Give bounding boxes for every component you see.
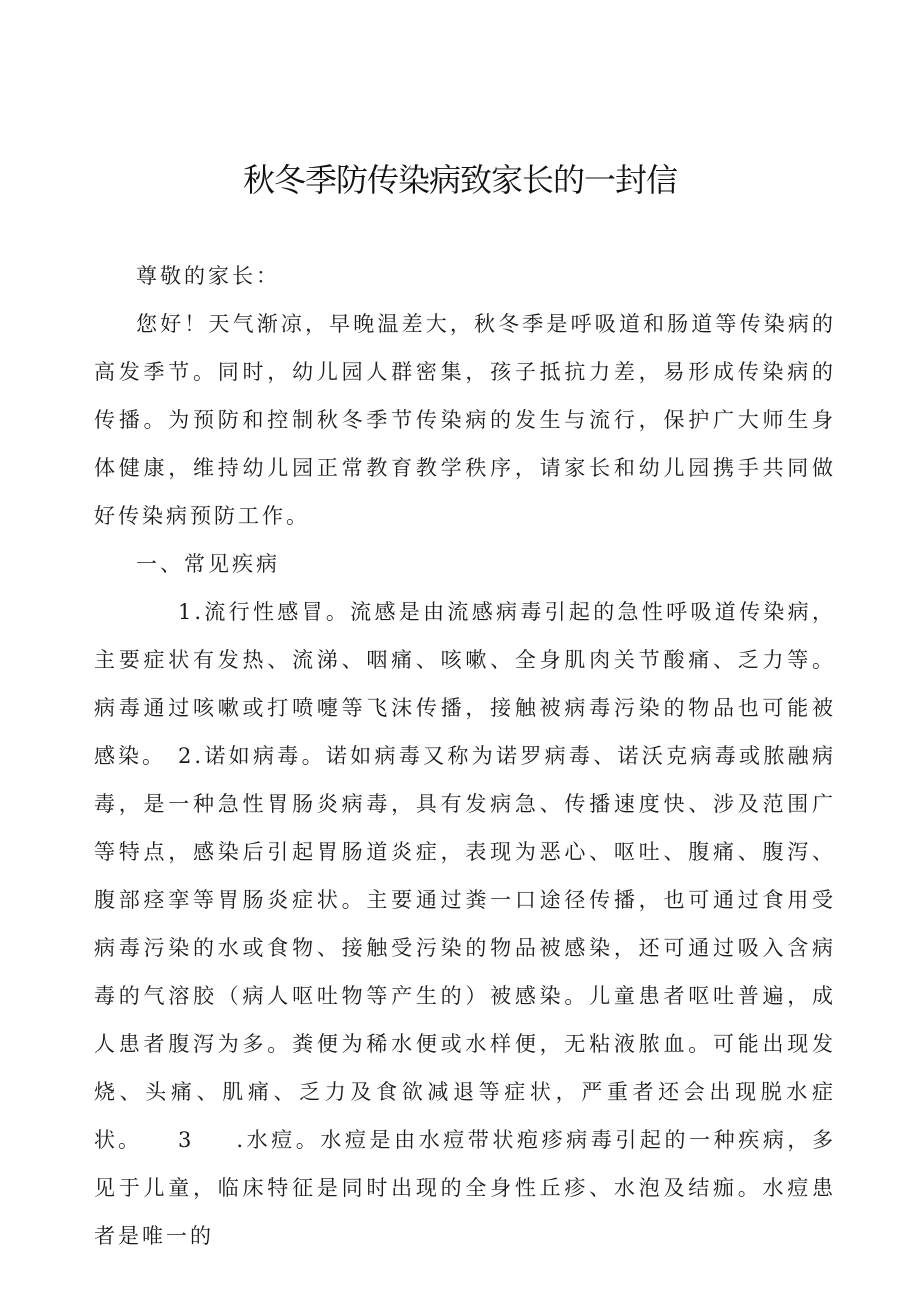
item-number: 1	[178, 600, 195, 624]
item-number: 3	[178, 1128, 195, 1152]
disease-item-varicella	[94, 1116, 836, 1260]
section-heading-common-diseases	[94, 540, 836, 588]
disease-item-paragraph	[94, 1116, 836, 1260]
intro-text: 您好！天气渐凉，早晚温差大，秋冬季是呼吸道和肠道等传染病的高发季节。同时，幼儿园人群密集，孩子抵抗力差，易形成传染病的传播。为预防和控制秋冬季节传染病的发生与流行，保护广大师生身体健康，维持幼儿园正常教育教学秩序，请家长和幼儿园携手共同做好传染病预防工作。	[94, 312, 836, 528]
disease-item-paragraph	[94, 732, 836, 1164]
disease-item-norovirus	[94, 732, 836, 1164]
item-text: .流行性感冒。流感是由流感病毒引起的急性呼吸道传染病，主要症状有发热、流涕、咽痛、咳嗽、全身肌肉关节酸痛、乏力等。病毒通过咳嗽或打喷嚏等飞沫传播，接触被病毒污染的物品也可能被感染。	[94, 600, 836, 768]
item-text: .水痘。水痘是由水痘带状疱疹病毒引起的一种疾病，多见于儿童，临床特征是同时出现的全身性丘疹、水泡及结痂。水痘患者是唯一的	[94, 1128, 836, 1248]
document-title: 秋冬季防传染病致家长的一封信	[242, 161, 677, 199]
item-text: .诺如病毒。诺如病毒又称为诺罗病毒、诺沃克病毒或脓融病毒，是一种急性胃肠炎病毒，具有发病急、传播速度快、涉及范围广等特点，感染后引起胃肠道炎症，表现为恶心、呕吐、腹痛、腹泻、腹部痉挛等胃肠炎症状。主要通过粪一口途径传播，也可通过食用受病毒污染的水或食物、接触受污染的物品被感染，还可通过吸入含病毒的气溶胶（病人呕吐物等产生的）被感染。儿童患者呕吐普遍，成人患者腹泻为多。粪便为稀水便或水样便，无粘液脓血。可能出现发烧、头痛、肌痛、乏力及食欲减退等症状，严重者还会出现脱水症状。	[94, 744, 836, 1152]
salutation-text: 尊敬的家长：	[136, 264, 280, 288]
intro-paragraph	[94, 300, 836, 540]
salutation	[94, 252, 836, 300]
section-heading-text: 一、常见疾病	[136, 552, 280, 576]
item-number: 2	[178, 744, 195, 768]
